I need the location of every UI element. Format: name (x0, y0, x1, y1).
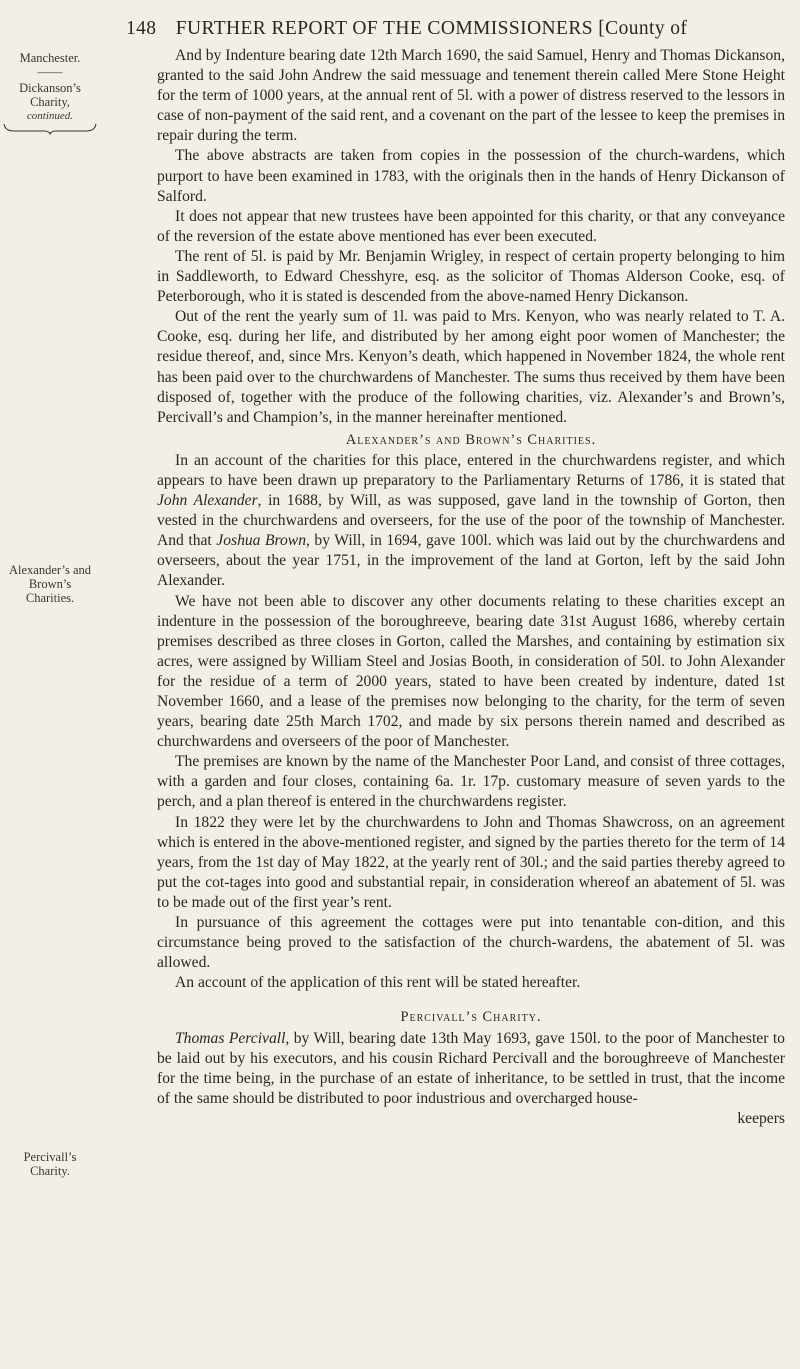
paragraph-7: We have not been able to discover any other documents relating to these charities except an indenture in the possession of the boroughreeve, bearing date 31st August 1686, whereby certain premises described as three closes in Gorton, called the Marshes, and containing by estimation six acres, were assigned by William Steel and Josias Booth, in consideration of 50l. to John Alexander for the residue of a term of 2000 years, stated to have been created by indenture, dated 1st November 1660, and a lease of the premises now belonging to the charity, for the term of seven years, bearing date 25th March 1702, and made by six persons therein named and described as churchwardens and overseers of the poor of Manchester. (157, 592, 785, 751)
margin-note-alexander (4, 563, 96, 605)
margin-dickanson-1: Dickanson’s (19, 81, 81, 95)
margin-dickanson-2: Charity, (30, 95, 70, 109)
paragraph-3: It does not appear that new trustees have been appointed for this charity, or that any conveyance of the reversion of the estate above mentioned has ever been executed. (157, 207, 785, 245)
paragraph-11: An account of the application of this rent will be stated hereafter. (175, 974, 581, 992)
header-title: FURTHER REPORT OF THE COMMISSIONERS (175, 18, 593, 39)
paragraph-4: The rent of 5l. is paid by Mr. Benjamin Wrigley, in respect of certain property belonging to him in Saddleworth, to Edward Chesshyre, esq. as the solicitor of Thomas Alderson Cooke, esq. of Peterborough, who it is stated is descended from the above-named Henry Dickanson. (157, 247, 785, 306)
margin-note-manchester (4, 51, 96, 135)
margin-alexander-2: Brown’s Charities. (25, 577, 75, 605)
margin-manchester: Manchester. (19, 51, 81, 65)
paragraph-8: The premises are known by the name of the Manchester Poor Land, and consist of three cottages, with a garden and four closes, containing 6a. 1r. 17p. customary measure of seven yards to the perch, and a plan thereof is entered in the churchwardens register. (157, 753, 785, 811)
p6-name-alexander: John Alexander (157, 492, 258, 510)
margin-note-percivall (4, 1150, 96, 1178)
paragraph-5: Out of the rent the yearly sum of 1l. was paid to Mrs. Kenyon, who was nearly related to T. A. Cooke, esq. during her life, and distributed by her among eight poor women of Manchester; the residue thereof, and, since Mrs. Kenyon’s death, which happened in November 1824, the whole rent has been paid over to the churchwardens of Manchester. The sums thus received by them have been disposed of, together with the produce of the following charities, viz. Alexander’s and Brown’s, Percivall’s and Champion’s, in the manner hereinafter mentioned. (157, 308, 785, 426)
p12-rest: , by Will, bearing date 13th May 1693, gave 150l. to the poor of Manchester to be laid out by his executors, and his cousin Richard Percivall and the boroughreeve of Manchester for the time being, in the purchase of an estate of inheritance, to be settled in trust, that the income of the same should be distributed to poor industrious and overcharged house- (157, 1029, 785, 1107)
page-number: 148 (126, 18, 157, 39)
header-county: [County of (598, 18, 688, 39)
p6-part-b: , in 1688, by Will, as was supposed, gave land in the township of Gorton, then vested in the churchwardens and overseers, for the use of the poor of the township of Manchester. And that (157, 492, 785, 550)
p6-part-c: , by Will, in 1694, gave 100l. which was laid out by the churchwardens and overseers, about the year 1751, in the improvement of the land at Gorton, left by the said John Alexander. (157, 532, 785, 590)
body-text (157, 46, 785, 1129)
paragraph-10: In pursuance of this agreement the cottages were put into tenantable con-dition, and this circumstance being proved to the satisfaction of the church-wardens, the abatement of 5l. was allowed. (157, 914, 785, 972)
margin-dickanson-3: continued. (26, 110, 74, 122)
catchword: keepers (737, 1109, 785, 1127)
running-header (126, 18, 786, 40)
p6-part-a: In an account of the charities for this place, entered in the churchwardens register, and which appears to have been drawn up preparatory to the Parliamentary Returns of 1786, it is stated that (157, 451, 785, 489)
margin-dash: —— (37, 65, 63, 79)
paragraph-12 (157, 1029, 785, 1109)
paragraph-9: In 1822 they were let by the churchwardens to John and Thomas Shawcross, on an agreement which is entered in the above-mentioned register, and signed by the parties thereto for the term of 14 years, from the 1st day of May 1822, at the yearly rent of 30l.; and the said parties thereby agreed to put the cot-tages into good and substantial repair, in consideration whereof an abatement of 5l. was to be made out of the first year’s rent. (157, 813, 785, 911)
margin-percivall: Percivall’s Charity. (23, 1150, 77, 1178)
p6-name-brown: Joshua Brown (216, 532, 306, 550)
margin-alexander-1: Alexander’s and (8, 563, 92, 577)
p12-name-percivall: Thomas Percivall (175, 1029, 286, 1047)
section-heading-percivall: Percivall’s Charity. (400, 1009, 542, 1026)
section-heading-alexander: Alexander’s and Brown’s Charities. (345, 431, 597, 448)
paragraph-6 (157, 451, 785, 592)
paragraph-1: And by Indenture bearing date 12th March 1690, the said Samuel, Henry and Thomas Dickanson, granted to the said John Andrew the said messuage and tenement therein called Mere Stone Height for the term of 1000 years, at the annual rent of 5l. with a power of distress reserved to the lessors in case of non-payment of the said rent, and a covenant on the part of the lessee to keep the premises in repair during the term. (157, 47, 785, 145)
paragraph-2: The above abstracts are taken from copies in the possession of the church-wardens, which purport to have been examined in 1783, with the originals then in the hands of Henry Dickanson of Salford. (157, 147, 785, 205)
brace-icon (2, 123, 98, 135)
